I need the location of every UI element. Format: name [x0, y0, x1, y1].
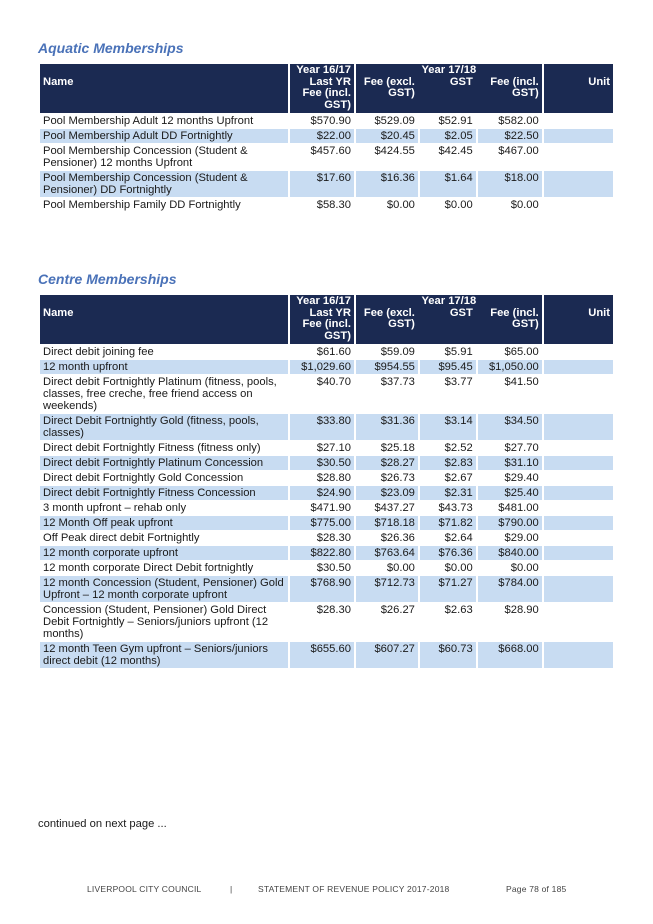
cell-fee-excl-gst: $28.27 — [356, 455, 418, 470]
cell-fee-excl-gst: $437.27 — [356, 500, 418, 515]
footer-separator: | — [230, 884, 233, 894]
header-gst: GST — [449, 75, 473, 88]
header-last-yr-label: Last YR Fee (incl. GST) — [302, 75, 351, 111]
table-row — [40, 344, 613, 359]
cell-last-yr-fee: $471.90 — [290, 500, 354, 515]
cell-name: 12 month corporate upfront — [40, 545, 288, 560]
cell-gst: $2.52 — [420, 440, 476, 455]
cell-gst: $1.64 — [420, 170, 476, 197]
cell-unit — [544, 641, 613, 668]
header-name: Name — [40, 64, 288, 113]
cell-fee-excl-gst: $31.36 — [356, 413, 418, 440]
cell-fee-incl-gst: $668.00 — [478, 641, 542, 668]
cell-name: Off Peak direct debit Fortnightly — [40, 530, 288, 545]
cell-last-yr-fee: $655.60 — [290, 641, 354, 668]
table-row — [40, 485, 613, 500]
table-row — [40, 359, 613, 374]
cell-name: Pool Membership Concession (Student & Pensioner) 12 months Upfront — [40, 143, 288, 170]
cell-fee-excl-gst: $529.09 — [356, 113, 418, 128]
cell-fee-excl-gst: $26.27 — [356, 602, 418, 641]
table-row — [40, 545, 613, 560]
cell-fee-excl-gst: $37.73 — [356, 374, 418, 413]
cell-gst: $2.64 — [420, 530, 476, 545]
header-fee-excl: Fee (excl. GST) — [363, 306, 415, 330]
table-row — [40, 500, 613, 515]
table-row — [40, 374, 613, 413]
header-year-curr: Year 17/18 — [421, 64, 477, 76]
aquatic-table-body — [40, 113, 613, 212]
table-row — [40, 128, 613, 143]
footer-org: LIVERPOOL CITY COUNCIL — [87, 884, 202, 894]
cell-last-yr-fee: $822.80 — [290, 545, 354, 560]
cell-name: Pool Membership Adult 12 months Upfront — [40, 113, 288, 128]
cell-unit — [544, 413, 613, 440]
cell-last-yr-fee: $775.00 — [290, 515, 354, 530]
aquatic-fees-table — [38, 64, 615, 212]
header-fee-incl: Fee (incl. GST) — [490, 306, 539, 330]
centre-section-title: Centre Memberships — [38, 271, 177, 287]
cell-unit — [544, 545, 613, 560]
header-year-curr-group — [356, 64, 542, 113]
cell-gst: $76.36 — [420, 545, 476, 560]
cell-gst: $71.82 — [420, 515, 476, 530]
cell-name: Pool Membership Concession (Student & Pensioner) DD Fortnightly — [40, 170, 288, 197]
cell-fee-excl-gst: $25.18 — [356, 440, 418, 455]
cell-unit — [544, 440, 613, 455]
cell-name: Pool Membership Family DD Fortnightly — [40, 197, 288, 212]
header-fee-excl: Fee (excl. GST) — [363, 75, 415, 99]
cell-name: Pool Membership Adult DD Fortnightly — [40, 128, 288, 143]
cell-unit — [544, 197, 613, 212]
table-row — [40, 143, 613, 170]
cell-fee-excl-gst: $23.09 — [356, 485, 418, 500]
cell-fee-excl-gst: $712.73 — [356, 575, 418, 602]
aquatic-table-header — [40, 64, 613, 113]
cell-unit — [544, 128, 613, 143]
cell-fee-incl-gst: $790.00 — [478, 515, 542, 530]
cell-last-yr-fee: $570.90 — [290, 113, 354, 128]
cell-name: Direct debit Fortnightly Fitness (fitness only) — [40, 440, 288, 455]
cell-fee-incl-gst: $0.00 — [478, 197, 542, 212]
aquatic-section-title: Aquatic Memberships — [38, 40, 184, 56]
cell-fee-excl-gst: $954.55 — [356, 359, 418, 374]
cell-gst: $2.63 — [420, 602, 476, 641]
cell-unit — [544, 143, 613, 170]
cell-fee-incl-gst: $1,050.00 — [478, 359, 542, 374]
cell-name: Direct debit Fortnightly Platinum Concession — [40, 455, 288, 470]
cell-unit — [544, 113, 613, 128]
table-row — [40, 560, 613, 575]
cell-name: Concession (Student, Pensioner) Gold Direct Debit Fortnightly – Seniors/juniors upfront (12 months) — [40, 602, 288, 641]
header-last-yr-label: Last YR Fee (incl. GST) — [302, 306, 351, 342]
header-last-yr-fee — [290, 64, 354, 113]
cell-unit — [544, 560, 613, 575]
header-last-yr-fee — [290, 295, 354, 344]
cell-gst: $2.31 — [420, 485, 476, 500]
header-name: Name — [40, 295, 288, 344]
cell-last-yr-fee: $33.80 — [290, 413, 354, 440]
cell-last-yr-fee: $22.00 — [290, 128, 354, 143]
cell-unit — [544, 470, 613, 485]
table-row — [40, 470, 613, 485]
cell-name: Direct debit Fortnightly Platinum (fitness, pools, classes, free creche, free friend access on weekends) — [40, 374, 288, 413]
header-fee-incl: Fee (incl. GST) — [490, 75, 539, 99]
cell-fee-incl-gst: $65.00 — [478, 344, 542, 359]
header-sub-columns — [359, 77, 539, 100]
cell-gst: $52.91 — [420, 113, 476, 128]
cell-gst: $95.45 — [420, 359, 476, 374]
cell-gst: $42.45 — [420, 143, 476, 170]
cell-fee-incl-gst: $41.50 — [478, 374, 542, 413]
cell-fee-incl-gst: $18.00 — [478, 170, 542, 197]
cell-gst: $0.00 — [420, 197, 476, 212]
cell-gst: $2.83 — [420, 455, 476, 470]
cell-fee-incl-gst: $582.00 — [478, 113, 542, 128]
cell-gst: $71.27 — [420, 575, 476, 602]
cell-fee-incl-gst: $840.00 — [478, 545, 542, 560]
cell-unit — [544, 344, 613, 359]
header-year-curr-group — [356, 295, 542, 344]
table-row — [40, 602, 613, 641]
cell-gst: $3.14 — [420, 413, 476, 440]
cell-fee-excl-gst: $26.36 — [356, 530, 418, 545]
header-row — [40, 295, 613, 344]
cell-fee-incl-gst: $29.00 — [478, 530, 542, 545]
cell-unit — [544, 359, 613, 374]
cell-fee-excl-gst: $16.36 — [356, 170, 418, 197]
cell-name: Direct debit joining fee — [40, 344, 288, 359]
cell-last-yr-fee: $58.30 — [290, 197, 354, 212]
cell-fee-excl-gst: $718.18 — [356, 515, 418, 530]
table-row — [40, 530, 613, 545]
table-row — [40, 197, 613, 212]
cell-name: Direct Debit Fortnightly Gold (fitness, pools, classes) — [40, 413, 288, 440]
footer-page-number: Page 78 of 185 — [506, 884, 567, 894]
cell-fee-incl-gst: $22.50 — [478, 128, 542, 143]
cell-gst: $5.91 — [420, 344, 476, 359]
cell-unit — [544, 500, 613, 515]
cell-last-yr-fee: $27.10 — [290, 440, 354, 455]
cell-fee-excl-gst: $607.27 — [356, 641, 418, 668]
table-row — [40, 170, 613, 197]
cell-fee-excl-gst: $26.73 — [356, 470, 418, 485]
cell-name: 12 month upfront — [40, 359, 288, 374]
cell-gst: $60.73 — [420, 641, 476, 668]
header-year-prev: Year 16/17 — [296, 295, 351, 307]
cell-fee-incl-gst: $34.50 — [478, 413, 542, 440]
header-unit: Unit — [544, 295, 613, 344]
cell-unit — [544, 515, 613, 530]
cell-fee-incl-gst: $481.00 — [478, 500, 542, 515]
table-row — [40, 575, 613, 602]
header-row — [40, 64, 613, 113]
cell-unit — [544, 530, 613, 545]
cell-name: 12 Month Off peak upfront — [40, 515, 288, 530]
cell-last-yr-fee: $61.60 — [290, 344, 354, 359]
cell-fee-incl-gst: $27.70 — [478, 440, 542, 455]
centre-fees-table — [38, 295, 615, 668]
cell-fee-excl-gst: $59.09 — [356, 344, 418, 359]
cell-last-yr-fee: $768.90 — [290, 575, 354, 602]
cell-unit — [544, 455, 613, 470]
cell-unit — [544, 575, 613, 602]
cell-fee-excl-gst: $0.00 — [356, 560, 418, 575]
cell-name: 12 month corporate Direct Debit fortnightly — [40, 560, 288, 575]
cell-unit — [544, 170, 613, 197]
cell-fee-incl-gst: $25.40 — [478, 485, 542, 500]
cell-last-yr-fee: $28.30 — [290, 530, 354, 545]
table-row — [40, 413, 613, 440]
cell-fee-incl-gst: $31.10 — [478, 455, 542, 470]
cell-last-yr-fee: $24.90 — [290, 485, 354, 500]
cell-gst: $43.73 — [420, 500, 476, 515]
cell-gst: $3.77 — [420, 374, 476, 413]
centre-table-header — [40, 295, 613, 344]
header-gst: GST — [449, 306, 473, 319]
centre-table-body — [40, 344, 613, 668]
table-row — [40, 455, 613, 470]
cell-last-yr-fee: $457.60 — [290, 143, 354, 170]
cell-fee-excl-gst: $0.00 — [356, 197, 418, 212]
cell-last-yr-fee: $1,029.60 — [290, 359, 354, 374]
cell-unit — [544, 602, 613, 641]
cell-fee-excl-gst: $20.45 — [356, 128, 418, 143]
cell-gst: $2.67 — [420, 470, 476, 485]
cell-last-yr-fee: $30.50 — [290, 560, 354, 575]
cell-unit — [544, 485, 613, 500]
cell-name: 3 month upfront – rehab only — [40, 500, 288, 515]
header-year-prev: Year 16/17 — [296, 64, 351, 76]
cell-gst: $2.05 — [420, 128, 476, 143]
table-row — [40, 515, 613, 530]
cell-fee-incl-gst: $29.40 — [478, 470, 542, 485]
footer-doc-title: STATEMENT OF REVENUE POLICY 2017-2018 — [258, 884, 450, 894]
table-row — [40, 641, 613, 668]
header-year-curr: Year 17/18 — [421, 295, 477, 307]
cell-name: 12 month Concession (Student, Pensioner) Gold Upfront – 12 month corporate upfront — [40, 575, 288, 602]
cell-fee-incl-gst: $28.90 — [478, 602, 542, 641]
cell-gst: $0.00 — [420, 560, 476, 575]
cell-last-yr-fee: $30.50 — [290, 455, 354, 470]
cell-fee-excl-gst: $424.55 — [356, 143, 418, 170]
continued-note: continued on next page ... — [38, 818, 167, 830]
cell-fee-excl-gst: $763.64 — [356, 545, 418, 560]
cell-fee-incl-gst: $784.00 — [478, 575, 542, 602]
cell-last-yr-fee: $28.80 — [290, 470, 354, 485]
header-unit: Unit — [544, 64, 613, 113]
cell-unit — [544, 374, 613, 413]
cell-fee-incl-gst: $467.00 — [478, 143, 542, 170]
cell-name: Direct debit Fortnightly Gold Concession — [40, 470, 288, 485]
cell-name: Direct debit Fortnightly Fitness Concession — [40, 485, 288, 500]
header-sub-columns — [359, 308, 539, 331]
table-row — [40, 440, 613, 455]
cell-name: 12 month Teen Gym upfront – Seniors/juniors direct debit (12 months) — [40, 641, 288, 668]
cell-last-yr-fee: $17.60 — [290, 170, 354, 197]
cell-fee-incl-gst: $0.00 — [478, 560, 542, 575]
cell-last-yr-fee: $40.70 — [290, 374, 354, 413]
table-row — [40, 113, 613, 128]
cell-last-yr-fee: $28.30 — [290, 602, 354, 641]
